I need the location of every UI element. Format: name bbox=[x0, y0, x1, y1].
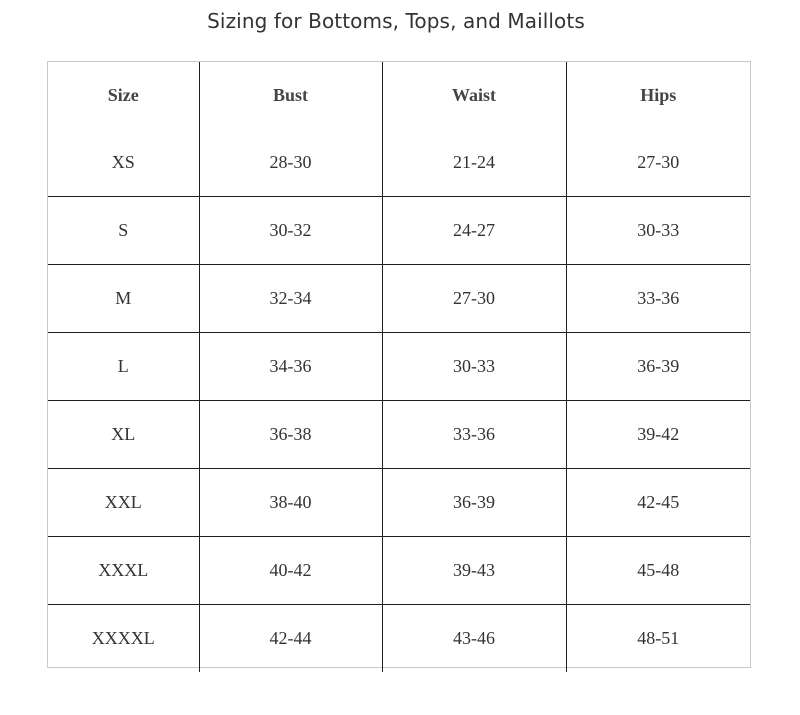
table-row bbox=[48, 401, 750, 469]
bust-cell: 38-40 bbox=[199, 469, 382, 537]
waist-cell: 36-39 bbox=[382, 469, 566, 537]
size-cell: XS bbox=[111, 152, 135, 172]
size-cell: XXXL bbox=[48, 537, 199, 605]
size-cell: XXXXL bbox=[48, 605, 199, 673]
size-cell: XXL bbox=[48, 469, 199, 537]
hips-cell: 27-30 bbox=[566, 129, 750, 197]
size-cell: S bbox=[48, 197, 199, 265]
hips-cell: 33-36 bbox=[566, 265, 750, 333]
waist-cell: 33-36 bbox=[382, 401, 566, 469]
column-header-waist: Waist bbox=[382, 62, 566, 129]
hips-cell: 39-42 bbox=[566, 401, 750, 469]
column-header-hips: Hips bbox=[566, 62, 750, 129]
table-row bbox=[48, 469, 750, 537]
waist-cell: 39-43 bbox=[382, 537, 566, 605]
bust-cell: 30-32 bbox=[199, 197, 382, 265]
hips-cell: 48-51 bbox=[566, 605, 750, 673]
waist-cell: 24-27 bbox=[382, 197, 566, 265]
waist-cell: 21-24 bbox=[382, 129, 566, 197]
hips-cell: 45-48 bbox=[566, 537, 750, 605]
bust-cell: 32-34 bbox=[199, 265, 382, 333]
bust-cell: 34-36 bbox=[199, 333, 382, 401]
bust-cell: 36-38 bbox=[199, 401, 382, 469]
size-cell: XL bbox=[48, 401, 199, 469]
size-cell: L bbox=[48, 333, 199, 401]
bust-cell: 28-30 bbox=[199, 129, 382, 197]
table-row bbox=[48, 605, 750, 673]
table-row bbox=[48, 129, 750, 197]
bust-cell: 40-42 bbox=[199, 537, 382, 605]
table-row bbox=[48, 537, 750, 605]
waist-cell: 43-46 bbox=[382, 605, 566, 673]
size-cell: M bbox=[48, 265, 199, 333]
table-header-row bbox=[48, 62, 750, 129]
page-title: Sizing for Bottoms, Tops, and Maillots bbox=[207, 9, 585, 33]
waist-cell: 30-33 bbox=[382, 333, 566, 401]
waist-cell: 27-30 bbox=[382, 265, 566, 333]
hips-cell: 36-39 bbox=[566, 333, 750, 401]
size-chart-table-container bbox=[47, 61, 751, 668]
table-row bbox=[48, 197, 750, 265]
column-header-bust: Bust bbox=[199, 62, 382, 129]
table-row bbox=[48, 265, 750, 333]
column-header-size: Size bbox=[107, 85, 139, 105]
size-chart-table bbox=[48, 62, 750, 672]
hips-cell: 30-33 bbox=[566, 197, 750, 265]
bust-cell: 42-44 bbox=[199, 605, 382, 673]
table-row bbox=[48, 333, 750, 401]
hips-cell: 42-45 bbox=[566, 469, 750, 537]
